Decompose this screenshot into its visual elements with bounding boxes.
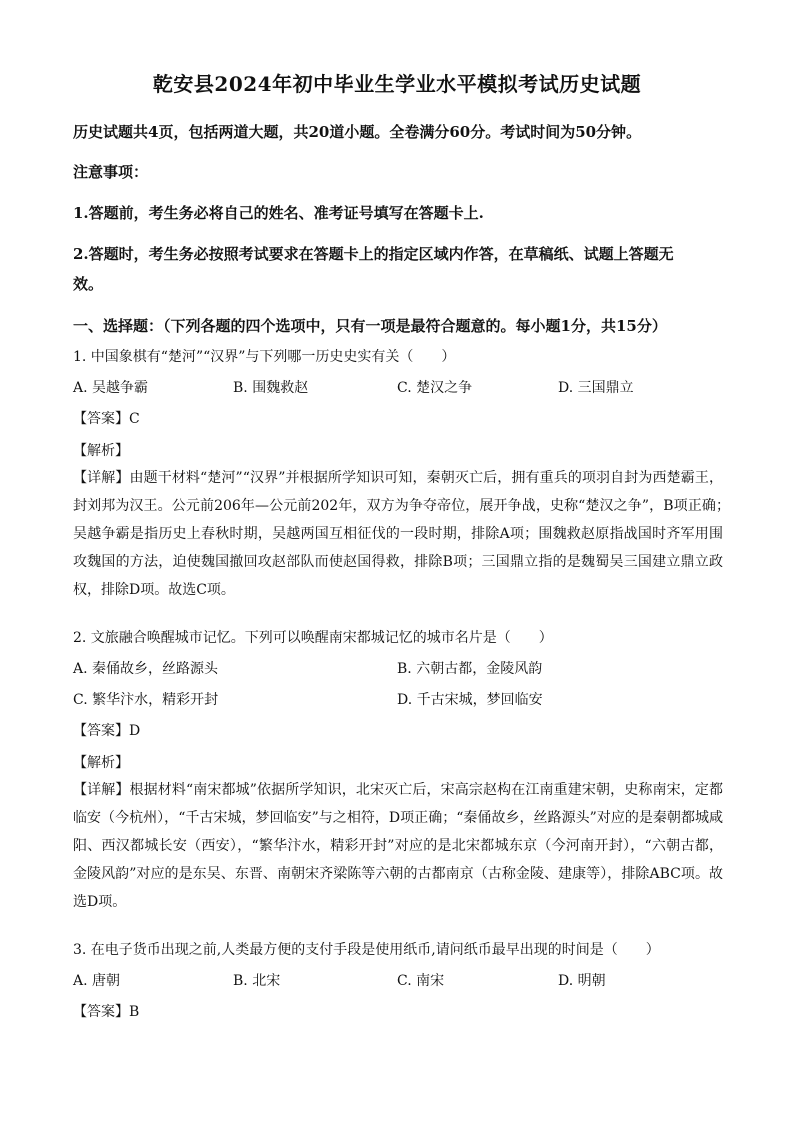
question-2-answer: 【答案】D — [73, 723, 141, 739]
question-1-option-d: D. 三国鼎立 — [558, 380, 634, 396]
question-1-option-a: A. 吴越争霸 — [73, 380, 149, 396]
notice-item-2-line-2: 效。 — [73, 275, 104, 293]
question-3-option-c: C. 南宋 — [397, 973, 445, 989]
question-3-option-a: A. 唐朝 — [73, 973, 121, 989]
exam-intro: 历史试题共4页，包括两道大题，共20道小题。全卷满分60分。考试时间为50分钟。 — [73, 123, 642, 141]
question-2-detail: 【详解】根据材料“南宋都城”依据所学知识，北宋灭亡后，宋高宗赵构在江南重建宋朝，史称南宋，定都临安（今杭州），“千古宋城，梦回临安”与之相符，D项正确；“秦俑故乡，丝路源头”对应的是秦朝都城咸阳、西汉都城长安（西安），“繁华汴水，精彩开封”对应的是北宋都城东京（今河南开封），“六朝古都，金陵风韵”对应的是东吴、东晋、南朝宋齐梁陈等六朝的古都南京（古称金陵、建康等），排除ABC项。故选D项。 — [73, 782, 723, 910]
question-3-option-d: D. 明朝 — [558, 973, 606, 989]
question-2-option-b: B. 六朝古都，金陵风韵 — [397, 661, 543, 677]
section-heading: 一、选择题：（下列各题的四个选项中，只有一项是最符合题意的。每小题1分，共15分） — [73, 317, 667, 335]
question-1-analysis-label: 【解析】 — [73, 443, 129, 459]
notice-title: 注意事项： — [73, 163, 149, 181]
question-1-option-b: B. 围魏救赵 — [233, 380, 309, 396]
question-2-stem: 2. 文旅融合唤醒城市记忆。下列可以唤醒南宋都城记忆的城市名片是（ ） — [73, 630, 553, 646]
question-2-option-a: A. 秦俑故乡，丝路源头 — [73, 661, 219, 677]
question-3-answer: 【答案】B — [73, 1004, 140, 1020]
question-2-analysis-label: 【解析】 — [73, 755, 129, 771]
question-2-option-d: D. 千古宋城，梦回临安 — [397, 692, 543, 708]
question-3-option-b: B. 北宋 — [233, 973, 281, 989]
notice-item-2-line-1: 2.答题时，考生务必按照考试要求在答题卡上的指定区域内作答，在草稿纸、试题上答题无 — [73, 245, 674, 263]
notice-item-1: 1.答题前，考生务必将自己的姓名、准考证号填写在答题卡上. — [73, 204, 484, 222]
page-title: 乾安县2024年初中毕业生学业水平模拟考试历史试题 — [152, 72, 642, 96]
question-1-answer: 【答案】C — [73, 411, 140, 427]
question-1-detail: 【详解】由题干材料“楚河”“汉界”并根据所学知识可知，秦朝灭亡后，拥有重兵的项羽自封为西楚霸王，封刘邦为汉王。公元前206年—公元前202年，双方为争夺帝位，展开争战，史称“楚汉之争”，B项正确； 吴越争霸是指历史上春秋时期，吴越两国互相征伐的一段时期，排除A项；围魏救赵原指战国时齐军用围攻魏国的方法，迫使魏国撤回攻赵部队而使赵国得救，排除B项；三国鼎立指的是魏蜀吴三国建立鼎立政权，排除D项。故选C项。 — [73, 470, 751, 598]
question-2-option-c: C. 繁华汴水，精彩开封 — [73, 692, 219, 708]
question-1-stem: 1. 中国象棋有“楚河”“汉界”与下列哪一历史史实有关（ ） — [73, 349, 456, 365]
question-3-stem: 3. 在电子货币出现之前,人类最方便的支付手段是使用纸币,请问纸币最早出现的时间是（ ） — [73, 942, 660, 958]
question-1-option-c: C. 楚汉之争 — [397, 380, 473, 396]
